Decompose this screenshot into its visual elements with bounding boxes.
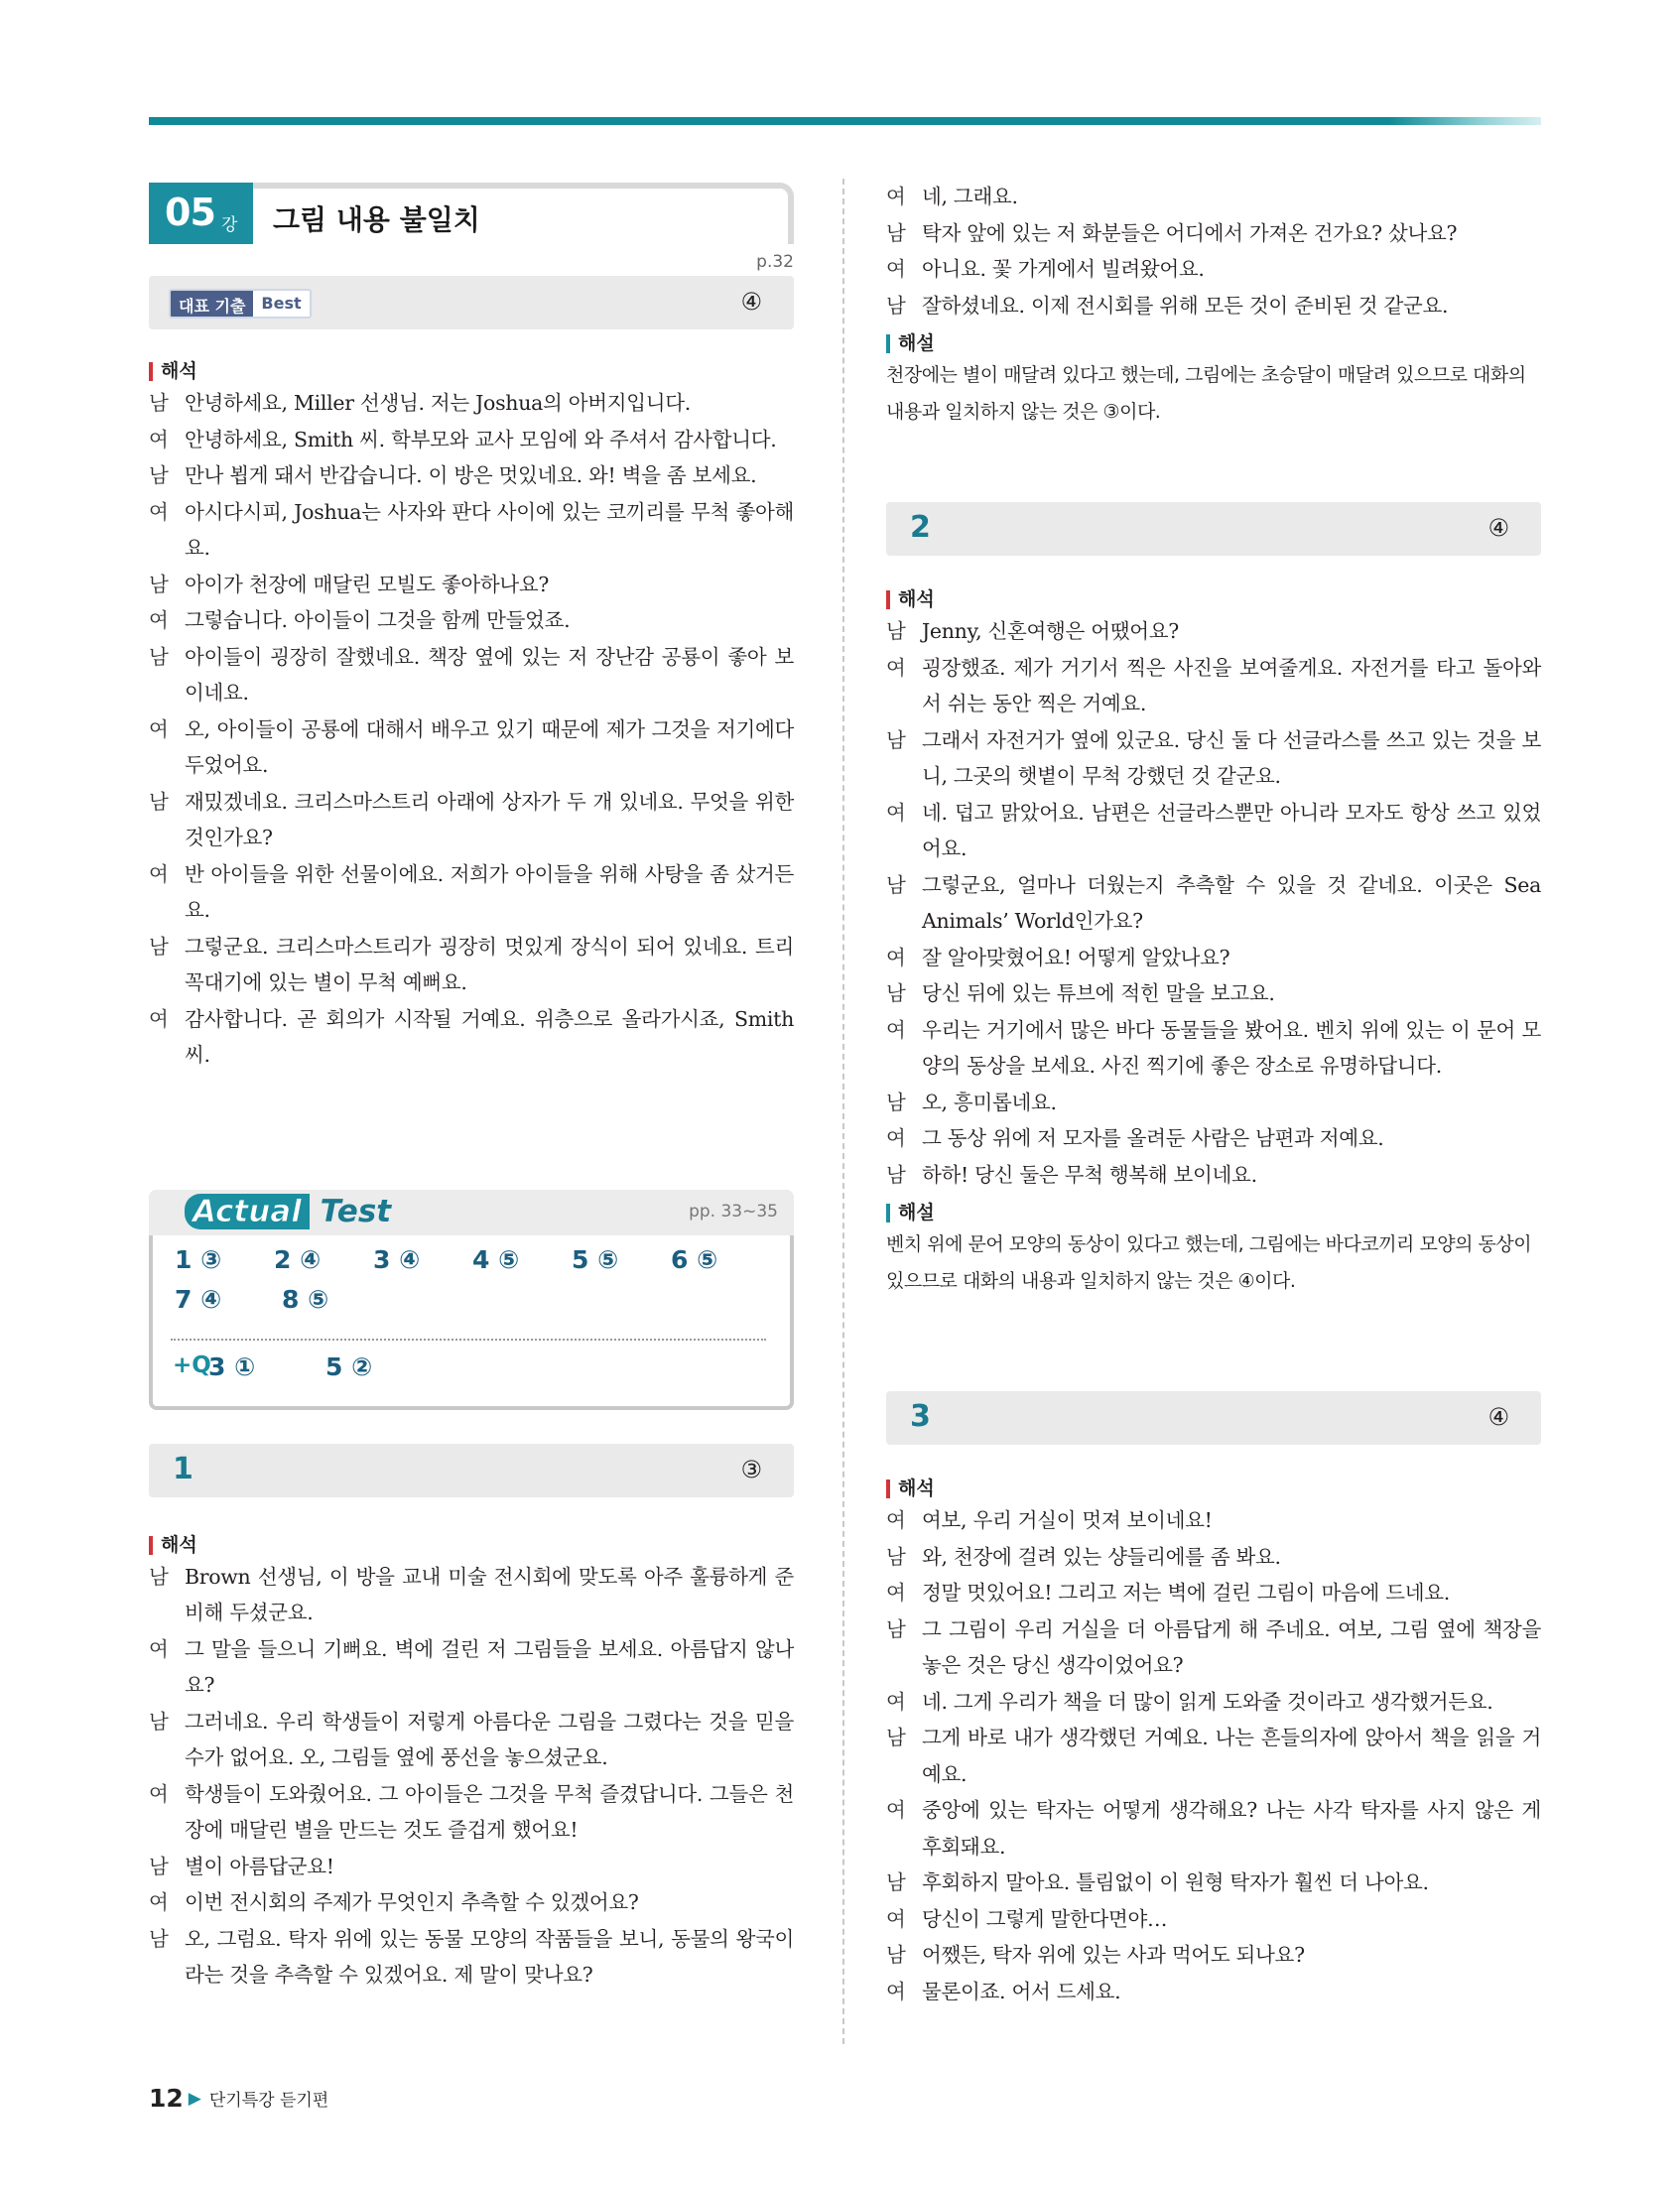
lesson-unit: 강 bbox=[221, 215, 238, 235]
line-text: 그렇습니다. 아이들이 그것을 함께 만들었죠. bbox=[185, 608, 571, 632]
line-text: 오, 그럼요. 탁자 위에 있는 동물 모양의 작품들을 보니, 동물의 왕국이라는 것을 추측할 수 있겠어요. 제 말이 맞나요? bbox=[185, 1926, 794, 1987]
dialogue-line bbox=[886, 1012, 1541, 1085]
representative-answer: ④ bbox=[740, 288, 762, 316]
dialogue-line bbox=[149, 494, 794, 567]
plus-q-icon: +Q bbox=[173, 1351, 211, 1378]
speaker-label: 남 bbox=[886, 1726, 906, 1749]
representative-badge bbox=[169, 289, 312, 319]
dialogue-line bbox=[149, 1884, 794, 1921]
line-text: Brown 선생님, 이 방을 교내 미술 전시회에 맞도록 아주 훌륭하게 준비해 두셨군요. bbox=[185, 1564, 794, 1624]
answer-cell: 1 ③ bbox=[175, 1244, 222, 1274]
speaker-label: 여 bbox=[149, 499, 169, 524]
speaker-label: 남 bbox=[149, 391, 169, 415]
dialogue-line bbox=[886, 1974, 1541, 2010]
badge-label: 대표 기출 bbox=[171, 291, 253, 317]
speaker-label: 남 bbox=[149, 1564, 169, 1589]
dialogue-line bbox=[886, 1539, 1541, 1576]
representative-dialogue bbox=[149, 385, 794, 1074]
speaker-label: 여 bbox=[149, 1006, 169, 1031]
line-text: 오, 아이들이 공룡에 대해서 배우고 있기 때문에 제가 그것을 저기에다 두었어요. bbox=[185, 716, 794, 777]
dialogue-line bbox=[149, 1001, 794, 1074]
answer-cell: 5 ② bbox=[325, 1351, 373, 1381]
dialogue-line bbox=[886, 1120, 1541, 1157]
answer-row bbox=[175, 1245, 770, 1285]
answer-cell: 3 ④ bbox=[373, 1244, 421, 1274]
speaker-label: 남 bbox=[886, 220, 906, 245]
dialogue-line bbox=[149, 457, 794, 494]
line-text: 와, 천장에 걸려 있는 샹들리에를 좀 봐요. bbox=[922, 1544, 1281, 1569]
representative-answer-strip bbox=[149, 276, 794, 329]
answer-grid bbox=[175, 1245, 770, 1325]
q1-explanation: 천장에는 별이 매달려 있다고 했는데, 그림에는 초승달이 매달려 있으므로 대화의 내용과 일치하지 않는 것은 ③이다. bbox=[886, 364, 1526, 423]
line-text: 감사합니다. 곧 회의가 시작될 거예요. 위층으로 올라가시죠, Smith 씨. bbox=[185, 1006, 794, 1067]
line-text: 하하! 당신 둘은 무척 행복해 보이네요. bbox=[922, 1162, 1257, 1187]
page-reference: p.32 bbox=[756, 252, 794, 272]
speaker-label: 여 bbox=[149, 1890, 169, 1914]
answer-cell: 5 ⑤ bbox=[572, 1244, 619, 1274]
speaker-label: 남 bbox=[886, 727, 906, 752]
line-text: 그렇군요. 크리스마스트리가 굉장히 멋있게 장식이 되어 있네요. 트리 꼭대기에 있는 별이 무척 예뻐요. bbox=[185, 934, 794, 994]
speaker-label: 남 bbox=[886, 1870, 906, 1894]
speaker-label: 남 bbox=[149, 934, 169, 959]
explanation-label: 해설 bbox=[886, 329, 1541, 357]
dialogue-line bbox=[886, 650, 1541, 722]
line-text: 잘 알아맞혔어요! 어떻게 알았나요? bbox=[922, 945, 1230, 969]
dialogue-line bbox=[149, 1921, 794, 1994]
answer-cell: 3 ① bbox=[208, 1351, 256, 1381]
dialogue-line bbox=[149, 784, 794, 856]
line-text: 학생들이 도와줬어요. 그 아이들은 그것을 무척 즐겼답니다. 그들은 천장에 매달린 별을 만드는 것도 즐겁게 했어요! bbox=[185, 1781, 794, 1842]
dialogue-line bbox=[886, 1157, 1541, 1194]
actual-test-title bbox=[185, 1194, 391, 1229]
speaker-label: 여 bbox=[886, 655, 906, 680]
dialogue-line bbox=[886, 1085, 1541, 1121]
speaker-label: 남 bbox=[886, 619, 906, 643]
speaker-label: 남 bbox=[886, 1090, 906, 1114]
speaker-label: 남 bbox=[149, 1926, 169, 1951]
dialogue-line bbox=[886, 940, 1541, 976]
line-text: 오, 흥미롭네요. bbox=[922, 1090, 1057, 1114]
speaker-label: 남 bbox=[886, 1616, 906, 1641]
dialogue-line bbox=[886, 1611, 1541, 1684]
line-text: 별이 아름답군요! bbox=[185, 1854, 334, 1878]
lesson-header bbox=[149, 179, 794, 248]
dialogue-line bbox=[149, 602, 794, 639]
line-text: 여보, 우리 거실이 멋져 보이네요! bbox=[922, 1508, 1213, 1532]
dialogue-line bbox=[149, 1559, 794, 1631]
speaker-label: 남 bbox=[149, 572, 169, 596]
translation-label: 해석 bbox=[886, 585, 1541, 613]
extra-answers bbox=[173, 1352, 443, 1381]
line-text: 네, 그래요. bbox=[922, 185, 1018, 208]
page-footer bbox=[149, 2084, 328, 2113]
dialogue-line bbox=[886, 1865, 1541, 1901]
line-text: 그렇군요, 얼마나 더웠는지 추측할 수 있을 것 같네요. 이곳은 Sea Animals’ World인가요? bbox=[922, 872, 1541, 933]
answer-cell: 2 ④ bbox=[274, 1244, 322, 1274]
q1-number: 1 bbox=[173, 1451, 194, 1486]
dialogue-line bbox=[149, 567, 794, 603]
line-text: 잘하셨네요. 이제 전시회를 위해 모든 것이 준비된 것 같군요. bbox=[922, 293, 1449, 318]
speaker-label: 여 bbox=[886, 1126, 906, 1150]
answer-cell: 4 ⑤ bbox=[472, 1244, 520, 1274]
actual-test-pages: pp. 33~35 bbox=[689, 1201, 778, 1222]
speaker-label: 여 bbox=[149, 1781, 169, 1806]
speaker-label: 여 bbox=[886, 1798, 906, 1822]
line-text: 어쨌든, 탁자 위에 있는 사과 먹어도 되나요? bbox=[922, 1943, 1305, 1967]
q2-explanation: 벤치 위에 문어 모양의 동상이 있다고 했는데, 그림에는 바다코끼리 모양의 동상이 있으므로 대화의 내용과 일치하지 않는 것은 ④이다. bbox=[886, 1233, 1532, 1292]
line-text: 당신이 그렇게 말한다면야… bbox=[922, 1906, 1168, 1931]
dialogue-line bbox=[886, 1901, 1541, 1938]
dialogue-line bbox=[886, 215, 1541, 252]
speaker-label: 남 bbox=[886, 1943, 906, 1967]
answer-cell: 6 ⑤ bbox=[671, 1244, 718, 1274]
speaker-label: 여 bbox=[886, 1017, 906, 1042]
dialogue-line bbox=[886, 1575, 1541, 1611]
line-text: 아이들이 굉장히 잘했네요. 책장 옆에 있는 저 장난감 공룡이 좋아 보이네요. bbox=[185, 644, 794, 705]
speaker-label: 여 bbox=[886, 1689, 906, 1714]
q3-answer-strip bbox=[886, 1391, 1541, 1445]
dialogue-line bbox=[149, 385, 794, 422]
q1-answer: ③ bbox=[740, 1455, 762, 1483]
dialogue-line bbox=[886, 1792, 1541, 1865]
speaker-label: 여 bbox=[886, 257, 906, 281]
line-text: 탁자 앞에 있는 저 화분들은 어디에서 가져온 건가요? 샀나요? bbox=[922, 220, 1458, 245]
line-text: 후회하지 말아요. 틀림없이 이 원형 탁자가 훨씬 더 나아요. bbox=[922, 1870, 1429, 1894]
speaker-label: 남 bbox=[149, 1709, 169, 1734]
line-text: 네. 그게 우리가 책을 더 많이 읽게 도와줄 것이라고 생각했거든요. bbox=[922, 1689, 1493, 1714]
left-column bbox=[149, 179, 794, 1994]
speaker-label: 여 bbox=[886, 1906, 906, 1931]
line-text: 안녕하세요, Smith 씨. 학부모와 교사 모임에 와 주셔서 감사합니다. bbox=[185, 427, 777, 451]
q1-dialogue bbox=[149, 1559, 794, 1994]
triangle-right-icon: ▶ bbox=[188, 2088, 201, 2109]
dialogue-line bbox=[149, 1849, 794, 1885]
dialogue-line bbox=[886, 288, 1541, 324]
right-column bbox=[886, 179, 1541, 2009]
dialogue-line bbox=[149, 639, 794, 711]
speaker-label: 남 bbox=[149, 463, 169, 487]
translation-label: 해석 bbox=[149, 1531, 794, 1559]
line-text: 반 아이들을 위한 선물이에요. 저희가 아이들을 위해 사탕을 좀 샀거든요. bbox=[185, 861, 794, 922]
line-text: 당신 뒤에 있는 튜브에 적힌 말을 보고요. bbox=[922, 981, 1275, 1005]
line-text: 굉장했죠. 제가 거기서 찍은 사진을 보여줄게요. 자전거를 타고 돌아와서 쉬는 동안 찍은 거예요. bbox=[922, 655, 1541, 715]
line-text: 그러네요. 우리 학생들이 저렇게 아름다운 그림을 그렸다는 것을 믿을 수가 없어요. 오, 그림들 옆에 풍선을 놓으셨군요. bbox=[185, 1709, 794, 1769]
speaker-label: 여 bbox=[886, 945, 906, 969]
lesson-number-tab bbox=[149, 183, 253, 244]
speaker-label: 남 bbox=[886, 1544, 906, 1569]
speaker-label: 여 bbox=[149, 1636, 169, 1661]
line-text: 그 동상 위에 저 모자를 올려둔 사람은 남편과 저예요. bbox=[922, 1126, 1384, 1150]
actual-test-header bbox=[149, 1190, 794, 1235]
dialogue-line bbox=[149, 1704, 794, 1776]
book-title: 단기특강 듣기편 bbox=[208, 2091, 329, 2111]
test-word: Test bbox=[320, 1193, 392, 1229]
line-text: 그래서 자전거가 옆에 있군요. 당신 둘 다 선글라스를 쓰고 있는 것을 보니, 그곳의 햇볕이 무척 강했던 것 같군요. bbox=[922, 727, 1541, 788]
line-text: 정말 멋있어요! 그리고 저는 벽에 걸린 그림이 마음에 드네요. bbox=[922, 1581, 1450, 1605]
line-text: 그게 바로 내가 생각했던 거예요. 나는 흔들의자에 앉아서 책을 읽을 거예요. bbox=[922, 1726, 1541, 1786]
speaker-label: 여 bbox=[149, 716, 169, 741]
dialogue-line bbox=[149, 1631, 794, 1704]
line-text: 우리는 거기에서 많은 바다 동물들을 봤어요. 벤치 위에 있는 이 문어 모양의 동상을 보세요. 사진 찍기에 좋은 장소로 유명하답니다. bbox=[922, 1017, 1541, 1078]
dialogue-line bbox=[886, 975, 1541, 1012]
actual-test-box bbox=[149, 1190, 794, 1410]
answer-cell: 7 ④ bbox=[175, 1284, 222, 1314]
dialogue-line bbox=[886, 1502, 1541, 1539]
q1-answer-strip bbox=[149, 1444, 794, 1497]
dialogue-line bbox=[886, 867, 1541, 940]
dialogue-line bbox=[886, 613, 1541, 650]
line-text: 재밌겠네요. 크리스마스트리 아래에 상자가 두 개 있네요. 무엇을 위한 것인가요? bbox=[185, 789, 794, 849]
dialogue-line bbox=[886, 1684, 1541, 1721]
line-text: 아시다시피, Joshua는 사자와 판다 사이에 있는 코끼리를 무척 좋아해요. bbox=[185, 499, 794, 560]
speaker-label: 남 bbox=[886, 293, 906, 318]
line-text: 이번 전시회의 주제가 무엇인지 추측할 수 있겠어요? bbox=[185, 1890, 639, 1914]
q1-dialogue-continued bbox=[886, 179, 1541, 323]
column-divider bbox=[842, 179, 844, 2044]
speaker-label: 여 bbox=[886, 800, 906, 825]
dialogue-line bbox=[886, 251, 1541, 288]
q3-dialogue bbox=[886, 1502, 1541, 2009]
dialogue-line bbox=[886, 795, 1541, 867]
line-text: 그 그림이 우리 거실을 더 아름답게 해 주네요. 여보, 그림 옆에 책장을 놓은 것은 당신 생각이었어요? bbox=[922, 1616, 1541, 1677]
speaker-label: 여 bbox=[886, 1979, 906, 2003]
top-rule bbox=[149, 117, 1541, 125]
dialogue-line bbox=[149, 1776, 794, 1849]
line-text: 아니요. 꽃 가게에서 빌려왔어요. bbox=[922, 257, 1205, 281]
line-text: 네. 덥고 맑았어요. 남편은 선글라스뿐만 아니라 모자도 항상 쓰고 있었어요. bbox=[922, 800, 1541, 860]
line-text: 중앙에 있는 탁자는 어떻게 생각해요? 나는 사각 탁자를 사지 않은 게 후회돼요. bbox=[922, 1798, 1541, 1859]
dialogue-line bbox=[149, 711, 794, 784]
q2-answer: ④ bbox=[1487, 514, 1509, 542]
speaker-label: 여 bbox=[149, 608, 169, 632]
translation-label: 해석 bbox=[886, 1475, 1541, 1502]
q3-answer: ④ bbox=[1487, 1403, 1509, 1431]
line-text: Jenny, 신혼여행은 어땠어요? bbox=[922, 619, 1179, 643]
speaker-label: 여 bbox=[149, 427, 169, 451]
speaker-label: 여 bbox=[886, 1508, 906, 1532]
speaker-label: 여 bbox=[886, 1581, 906, 1605]
q2-dialogue bbox=[886, 613, 1541, 1193]
badge-best: Best bbox=[261, 294, 302, 313]
dialogue-line bbox=[149, 929, 794, 1001]
page-number: 12 bbox=[149, 2084, 184, 2113]
dialogue-line bbox=[149, 856, 794, 929]
line-text: 그 말을 들으니 기뻐요. 벽에 걸린 저 그림들을 보세요. 아름답지 않나요? bbox=[185, 1636, 794, 1697]
q3-number: 3 bbox=[910, 1399, 931, 1434]
line-text: 만나 뵙게 돼서 반갑습니다. 이 방은 멋있네요. 와! 벽을 좀 보세요. bbox=[185, 463, 757, 487]
speaker-label: 남 bbox=[149, 1854, 169, 1878]
speaker-label: 남 bbox=[149, 644, 169, 669]
answer-row bbox=[175, 1285, 770, 1325]
line-text: 물론이죠. 어서 드세요. bbox=[922, 1979, 1121, 2003]
dialogue-line bbox=[886, 1937, 1541, 1974]
speaker-label: 여 bbox=[149, 861, 169, 886]
q2-answer-strip bbox=[886, 502, 1541, 556]
speaker-label: 남 bbox=[886, 981, 906, 1005]
speaker-label: 여 bbox=[886, 185, 906, 208]
dialogue-line bbox=[886, 722, 1541, 795]
speaker-label: 남 bbox=[886, 1162, 906, 1187]
dotted-separator bbox=[171, 1339, 766, 1341]
dialogue-line bbox=[149, 422, 794, 458]
line-text: 안녕하세요, Miller 선생님. 저는 Joshua의 아버지입니다. bbox=[185, 391, 691, 415]
dialogue-line bbox=[886, 1720, 1541, 1792]
translation-label: 해석 bbox=[149, 357, 794, 385]
lesson-number: 05 bbox=[165, 191, 215, 234]
q2-number: 2 bbox=[910, 510, 931, 545]
actual-word: Actual bbox=[185, 1194, 310, 1229]
speaker-label: 남 bbox=[149, 789, 169, 814]
speaker-label: 남 bbox=[886, 872, 906, 897]
explanation-label: 해설 bbox=[886, 1199, 1541, 1226]
line-text: 아이가 천장에 매달린 모빌도 좋아하나요? bbox=[185, 572, 550, 596]
dialogue-line bbox=[886, 179, 1541, 215]
top-rule-fade bbox=[1389, 117, 1541, 125]
answer-cell: 8 ⑤ bbox=[282, 1284, 329, 1314]
lesson-title: 그림 내용 불일치 bbox=[273, 203, 480, 236]
